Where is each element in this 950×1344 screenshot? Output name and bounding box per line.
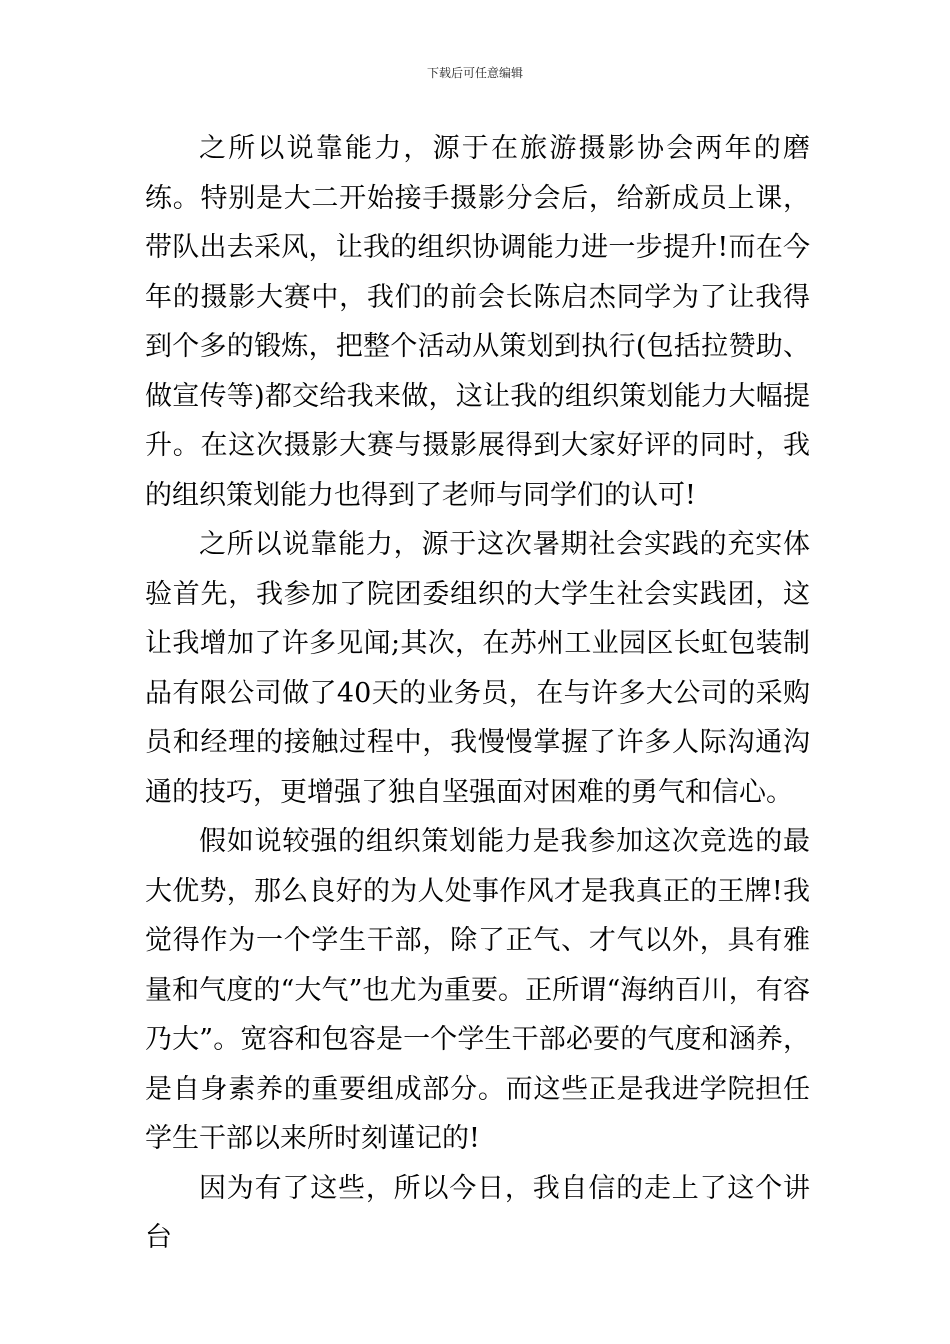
paragraph-3: 假如说较强的组织策划能力是我参加这次竞选的最大优势，那么良好的为人处事作风才是我真正的王牌!我觉得作为一个学生干部，除了正气、才气以外，具有雅量和气度的“大气”也尤为重要。正所谓“海纳百川，有容乃大”。宽容和包容是一个学生干部必要的气度和涵养，是自身素养的重要组成部分。而这些正是我进学院担任学生干部以来所时刻谨记的! <box>145 826 810 1154</box>
paragraph-1: 之所以说靠能力，源于在旅游摄影协会两年的磨练。特别是大二开始接手摄影分会后，给新成员上课，带队出去采风，让我的组织协调能力进一步提升!而在今年的摄影大赛中，我们的前会长陈启杰同学为了让我得到个多的锻炼，把整个活动从策划到执行(包括拉赞助、做宣传等)都交给我来做，这让我的组织策划能力大幅提升。在这次摄影大赛与摄影展得到大家好评的同时，我的组织策划能力也得到了老师与同学们的认可! <box>145 133 810 511</box>
paragraph-4: 因为有了这些，所以今日，我自信的走上了这个讲台 <box>145 1172 810 1253</box>
page-header: 下载后可任意编辑 <box>426 66 523 80</box>
document-body <box>145 124 810 1263</box>
paragraph-2: 之所以说靠能力，源于这次暑期社会实践的充实体验首先，我参加了院团委组织的大学生社会实践团，这让我增加了许多见闻;其次，在苏州工业园区长虹包装制品有限公司做了40天的业务员，在与许多大公司的采购员和经理的接触过程中，我慢慢掌握了许多人际沟通沟通的技巧，更增强了独自坚强面对困难的勇气和信心。 <box>145 529 810 808</box>
